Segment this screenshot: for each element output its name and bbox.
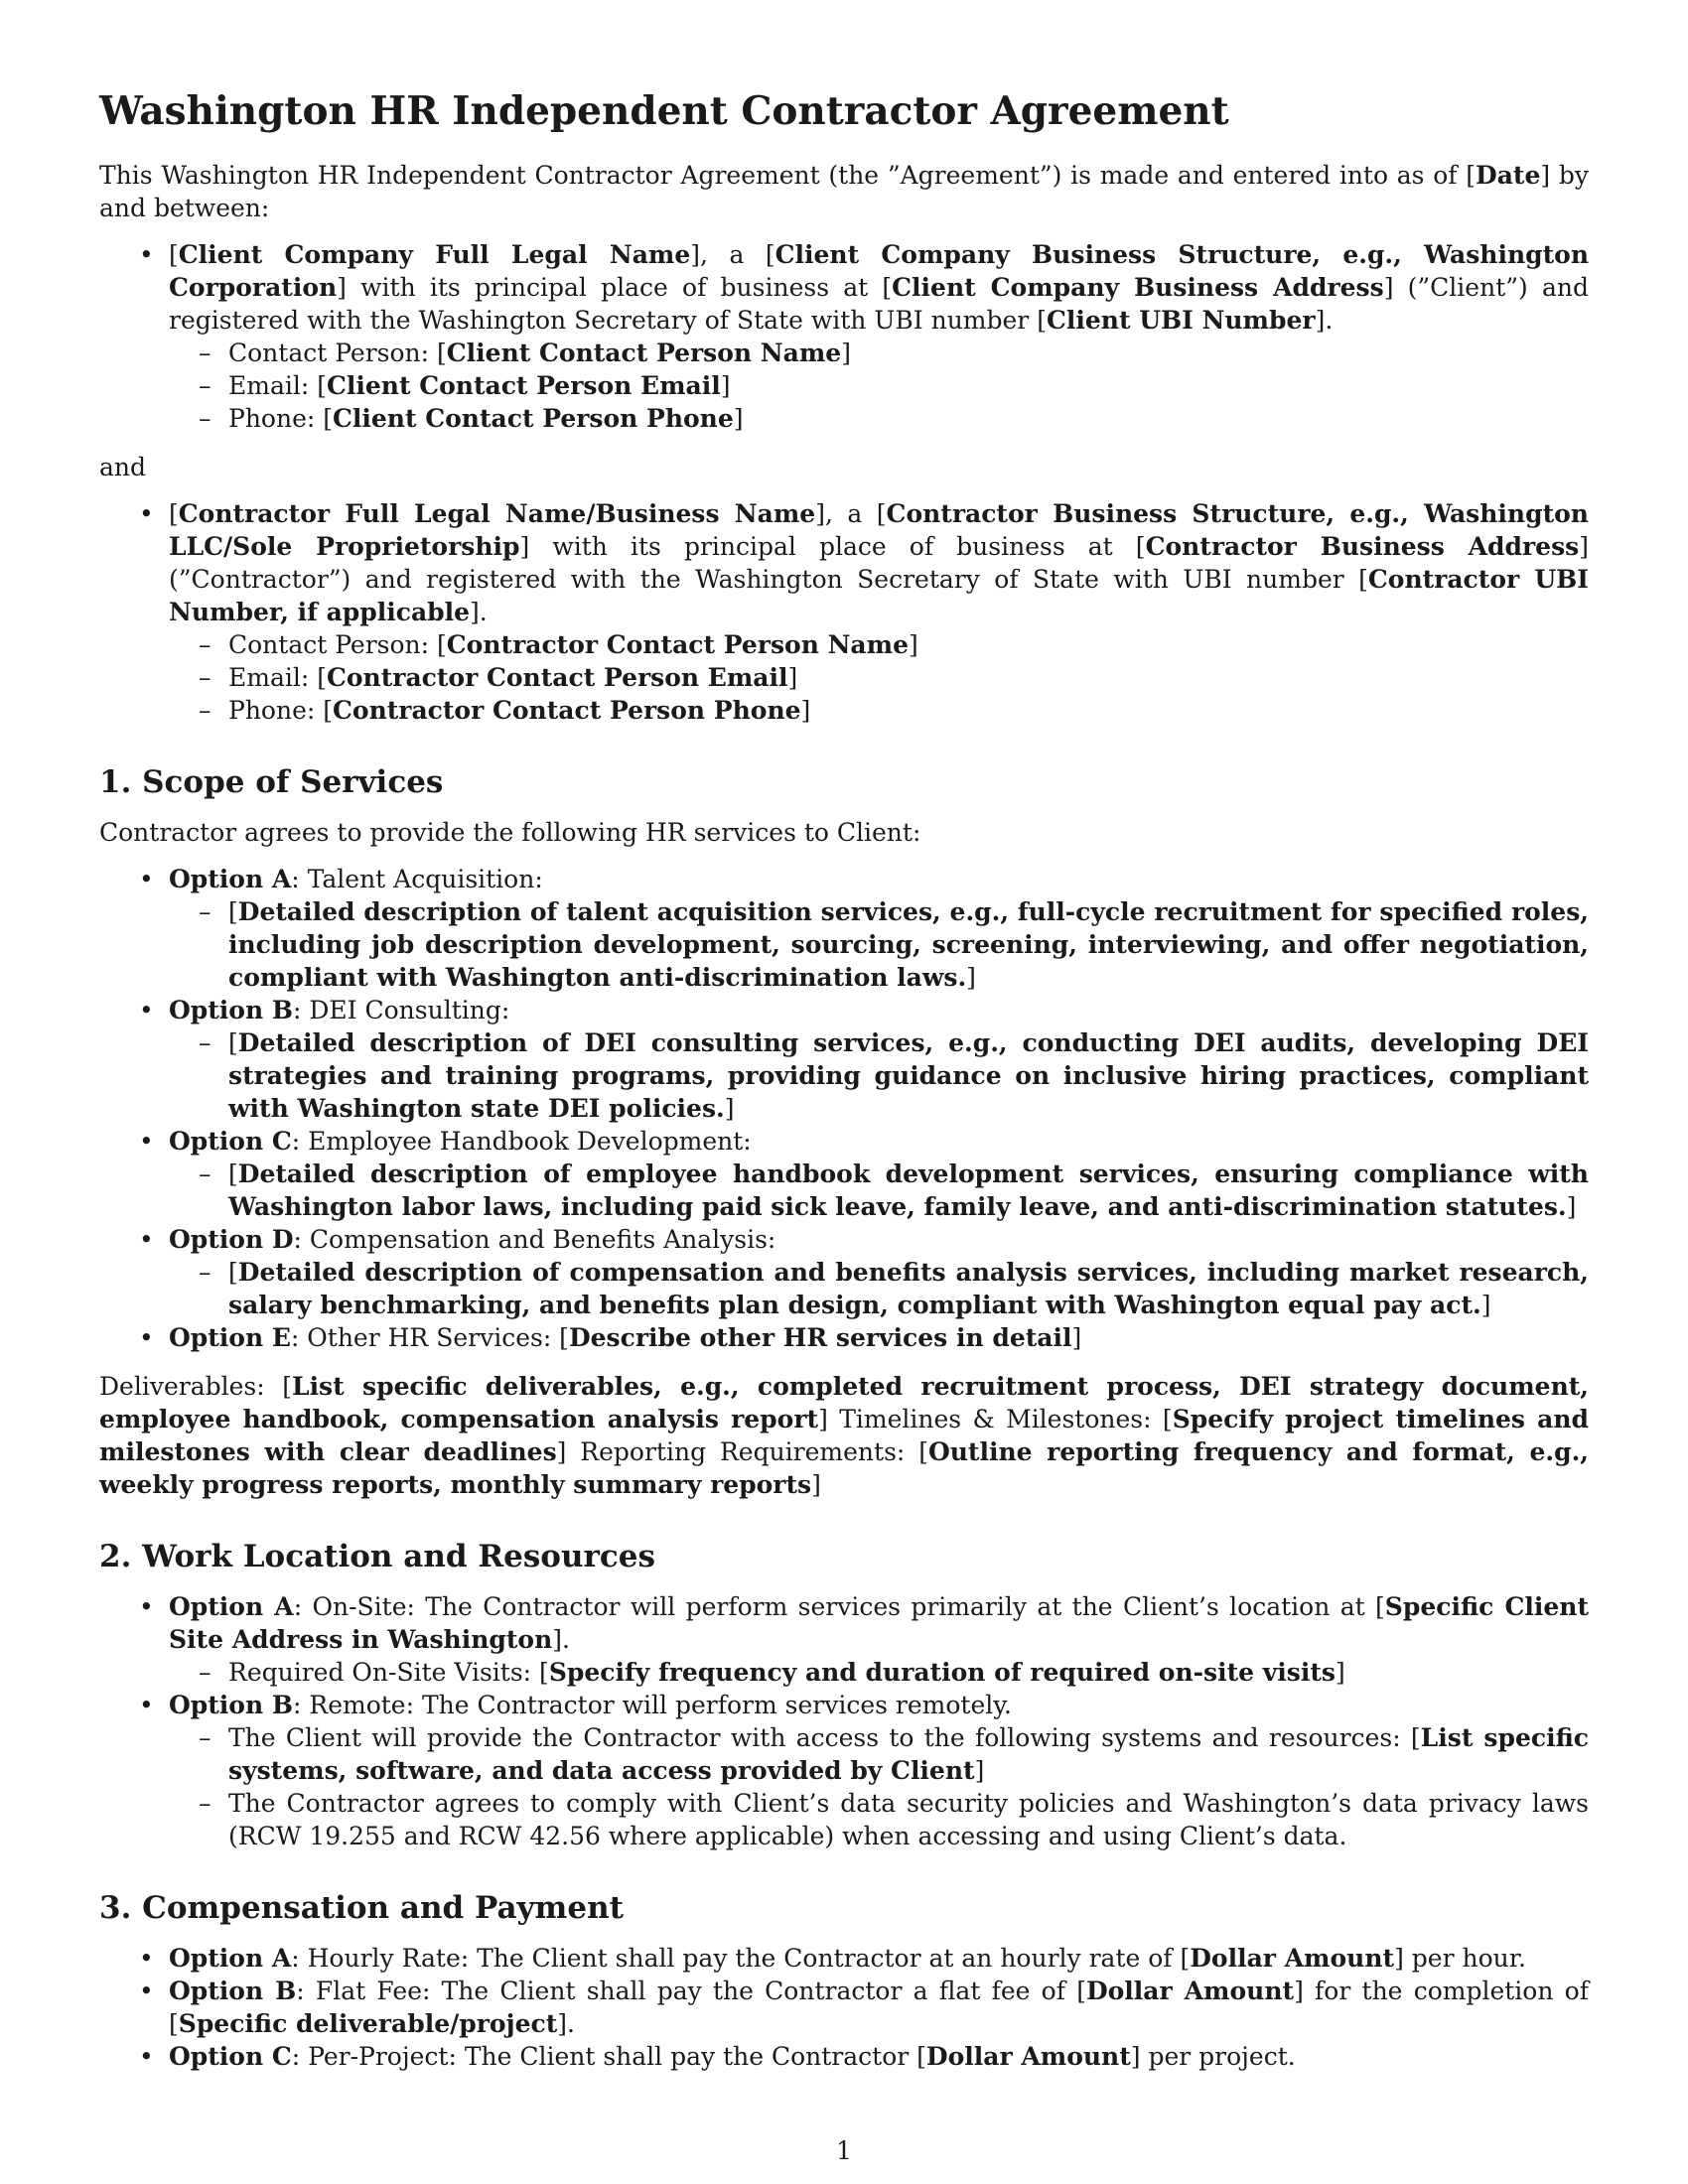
contractor-contact-list	[169, 628, 1589, 727]
deliverables-paragraph: Deliverables: [List specific deliverables, e.g., completed recruitment process, DEI strategy document, employee handbook, compensation analysis report] Timelines & Milestones: [Specify project timelines and milestones with clear deadlines] Reporting Requirements: [Outline reporting frequency and format, e.g., weekly progress reports, monthly summary reports]	[99, 1372, 1590, 1499]
work-option-b-privacy: – The Contractor agrees to comply with Client’s data security policies and Washington’s data privacy laws (RCW 19.255 and RCW 42.56 where applicable) when accessing and using Client’s data.	[169, 1787, 1589, 1852]
page-number: 1	[836, 2136, 852, 2165]
scope-option-b-detail: – [Detailed description of DEI consulting services, e.g., conducting DEI audits, developing DEI strategies and training programs, providing guidance on inclusive hiring practices, compliant with Washington state DEI policies.]	[169, 1026, 1589, 1125]
client-contact-person: – Contact Person: [Client Contact Person Name]	[169, 337, 1589, 369]
work-option-a: • Option A: On-Site: The Contractor will perform services primarily at the Client’s location at [Specific Client Site Address in Washington]. – Required On-Site Visits: [Specify frequency and duration of required on-site visits]	[99, 1590, 1589, 1689]
date-placeholder: Date	[1476, 161, 1541, 190]
scope-option-d: • Option D: Compensation and Benefits Analysis: – [Detailed description of compensation and benefits analysis services, including market research, salary benchmarking, and benefits plan design, compliant with Washington equal pay act.]	[99, 1223, 1589, 1321]
contractor-email: – Email: [Contractor Contact Person Email]	[169, 661, 1589, 694]
scope-option-b: • Option B: DEI Consulting: – [Detailed description of DEI consulting services, e.g., conducting DEI audits, developing DEI strategies and training programs, providing guidance on inclusive hiring practices, compliant with Washington state DEI policies.]	[99, 994, 1589, 1125]
document-title: Washington HR Independent Contractor Agreement	[99, 88, 1229, 134]
work-option-a-visits: – Required On-Site Visits: [Specify frequency and duration of required on-site visits]	[169, 1656, 1589, 1689]
contractor-contact-person: – Contact Person: [Contractor Contact Person Name]	[169, 628, 1589, 661]
client-contact-list	[169, 337, 1589, 435]
document-page	[99, 87, 1589, 2073]
client-phone: – Phone: [Client Contact Person Phone]	[169, 402, 1589, 435]
intro-paragraph: This Washington HR Independent Contractor Agreement (the ”Agreement”) is made and entered into as of [Date] by and between:	[99, 161, 1589, 222]
work-option-b: • Option B: Remote: The Contractor will perform services remotely. – The Client will provide the Contractor with access to the following systems and resources: [List specific systems, software, and data access provided by Client] – The Contractor agrees to comply with Client’s data security policies and Washington’s data privacy laws (RCW 19.255 and RCW 42.56 where applicable) when accessing and using Client’s data.	[99, 1689, 1589, 1852]
and-connector: and	[99, 453, 147, 481]
work-location-options	[99, 1590, 1589, 1852]
contractor-party-list	[99, 497, 1589, 727]
client-party: • [Client Company Full Legal Name], a [Client Company Business Structure, e.g., Washington Corporation] with its principal place of business at [Client Company Business Address] (”Client”) and registered with the Washington Secretary of State with UBI number [Client UBI Number]. – Contact Person: [Client Contact Person Name] – Email: [Client Contact Person Email] – Phone: [Client Contact Person Phone]	[99, 238, 1589, 435]
scope-option-c-detail: – [Detailed description of employee handbook development services, ensuring compliance with Washington labor laws, including paid sick leave, family leave, and anti-discrimination statutes.]	[169, 1158, 1589, 1223]
comp-option-a: • Option A: Hourly Rate: The Client shall pay the Contractor at an hourly rate of [Dollar Amount] per hour.	[99, 1942, 1589, 1975]
compensation-options	[99, 1942, 1589, 2073]
scope-options-list	[99, 863, 1589, 1354]
contractor-party: • [Contractor Full Legal Name/Business Name], a [Contractor Business Structure, e.g., Washington LLC/Sole Proprietorship] with its principal place of business at [Contractor Business Address] (”Contractor”) and registered with the Washington Secretary of State with UBI number [Contractor UBI Number, if applicable]. – Contact Person: [Contractor Contact Person Name] – Email: [Contractor Contact Person Email] – Phone: [Contractor Contact Person Phone]	[99, 497, 1589, 727]
contractor-phone: – Phone: [Contractor Contact Person Phone]	[169, 694, 1589, 727]
scope-option-c: • Option C: Employee Handbook Development: – [Detailed description of employee handbook development services, ensuring compliance with Washington labor laws, including paid sick leave, family leave, and anti-discrimination statutes.]	[99, 1125, 1589, 1223]
scope-option-d-detail: – [Detailed description of compensation and benefits analysis services, including market research, salary benchmarking, and benefits plan design, compliant with Washington equal pay act.]	[169, 1256, 1589, 1321]
scope-intro: Contractor agrees to provide the following HR services to Client:	[99, 818, 921, 847]
section-heading-work-location: 2. Work Location and Resources	[99, 1539, 655, 1574]
comp-option-b: • Option B: Flat Fee: The Client shall pay the Contractor a flat fee of [Dollar Amount] for the completion of [Specific deliverable/project].	[99, 1975, 1589, 2040]
client-email: – Email: [Client Contact Person Email]	[169, 369, 1589, 402]
scope-option-a: • Option A: Talent Acquisition: – [Detailed description of talent acquisition services, e.g., full-cycle recruitment for specified roles, including job description development, sourcing, screening, interviewing, and offer negotiation, compliant with Washington anti-discrimination laws.]	[99, 863, 1589, 994]
comp-option-c: • Option C: Per-Project: The Client shall pay the Contractor [Dollar Amount] per project.	[99, 2040, 1589, 2073]
scope-option-a-detail: – [Detailed description of talent acquisition services, e.g., full-cycle recruitment for specified roles, including job description development, sourcing, screening, interviewing, and offer negotiation, compliant with Washington anti-discrimination laws.]	[169, 895, 1589, 994]
scope-option-e: • Option E: Other HR Services: [Describe other HR services in detail]	[99, 1321, 1589, 1354]
work-option-b-access: – The Client will provide the Contractor with access to the following systems and resources: [List specific systems, software, and data access provided by Client]	[169, 1721, 1589, 1787]
client-party-list	[99, 238, 1589, 435]
section-heading-scope: 1. Scope of Services	[99, 764, 444, 800]
section-heading-compensation: 3. Compensation and Payment	[99, 1890, 624, 1926]
